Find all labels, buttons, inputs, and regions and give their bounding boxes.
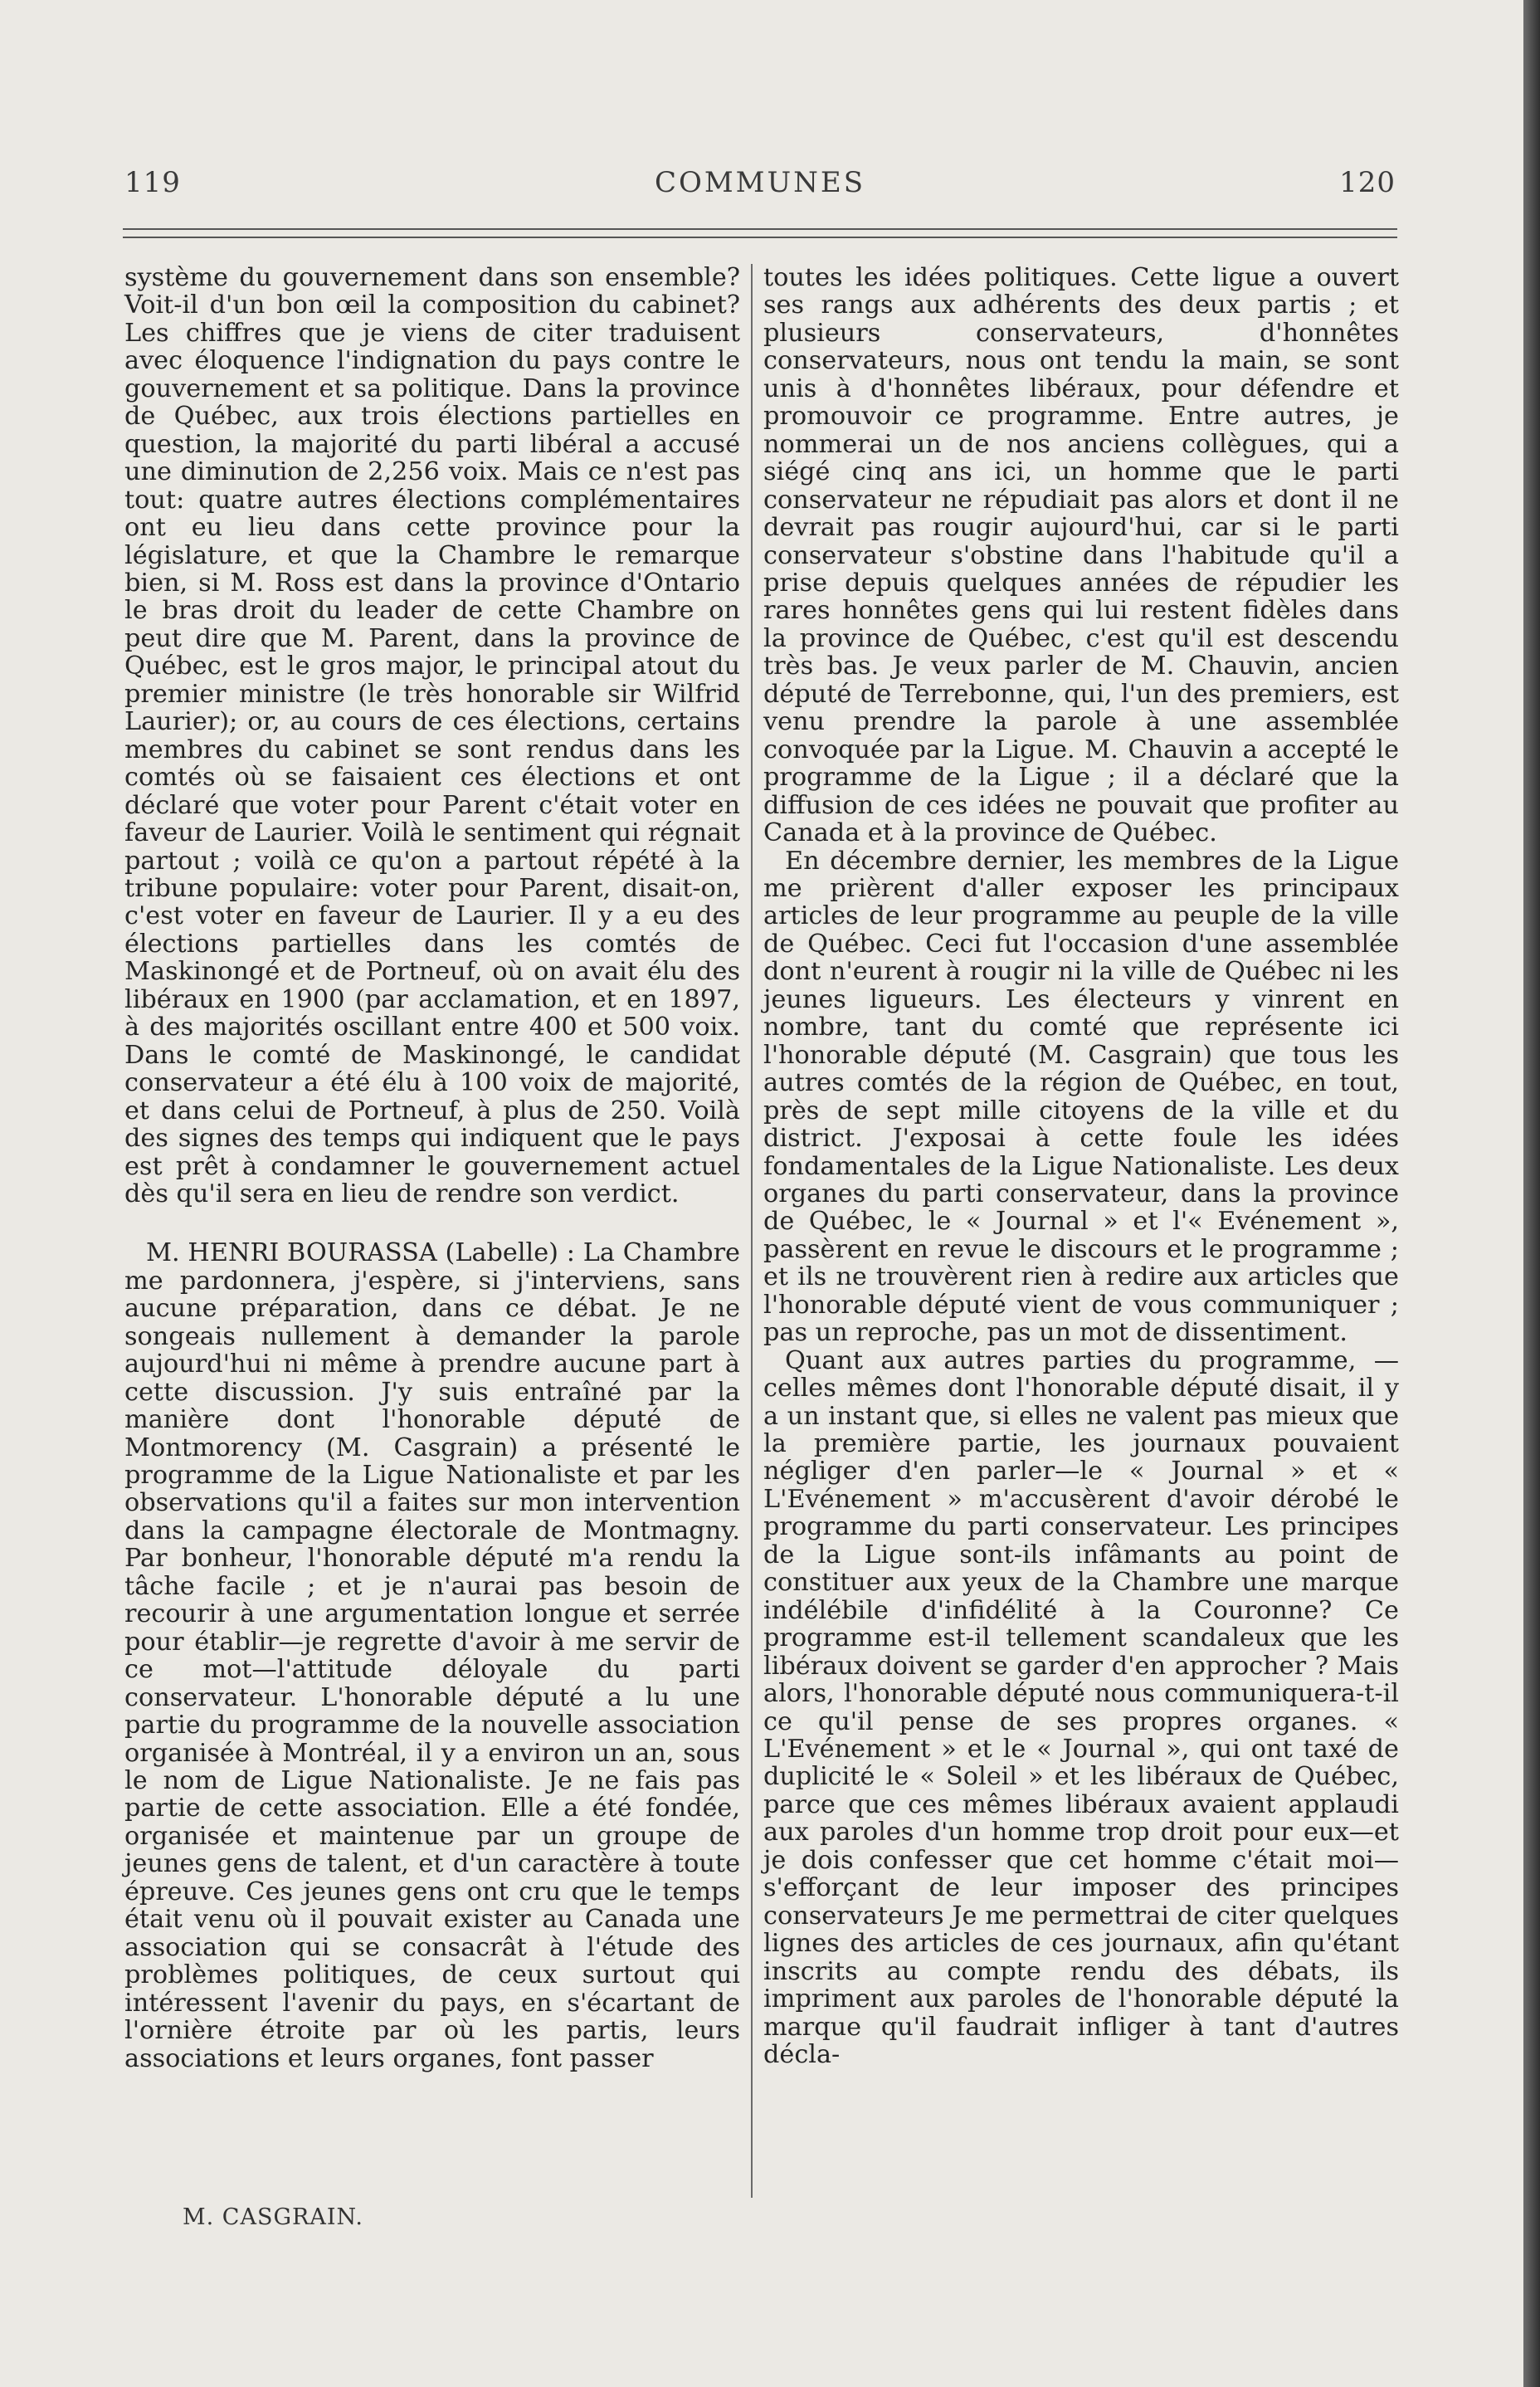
column-divider: [751, 264, 753, 2198]
scan-edge: [1523, 0, 1540, 2387]
footer-speaker: M. CASGRAIN.: [183, 2204, 364, 2230]
header-rule-bottom: [123, 237, 1397, 238]
page-header: [124, 166, 1396, 207]
right-paragraph-1: toutes les idées politiques. Cette ligue a ouvert ses rangs aux adhérents des deux partis ; et plusieurs conservateurs, d'honnêtes conservateurs, nous ont tendu la main, se sont unis à d'honnêtes libéraux, pour défendre et promouvoir ce programme. Entre autres, je nommerai un de nos anciens collègues, qui a siégé cinq ans ici, un homme que le parti conservateur ne répudiait pas alors et dont il ne devrait pas rougir aujourd'hui, car si le parti conservateur s'obstine dans l'habitude qu'il a prise depuis quelques années de répudier les rares honnêtes gens qui lui restent fidèles dans la province de Québec, c'est qu'il est descendu très bas. Je veux parler de M. Chauvin, ancien député de Terrebonne, qui, l'un des premiers, est venu prendre la parole à une assemblée convoquée par la Ligue. M. Chauvin a accepté le programme de la Ligue ; il a déclaré que la diffusion de ces idées ne pouvait que profiter au Canada et à la province de Québec.: [763, 263, 1399, 848]
left-column: [124, 264, 740, 2072]
running-title: COMMUNES: [654, 166, 866, 199]
header-rule-top: [123, 228, 1397, 230]
page-number-right: 120: [1339, 166, 1396, 199]
left-paragraph-2: M. HENRI BOURASSA (Labelle) : La Chambre me pardonnera, j'espère, si j'interviens, sans aucune préparation, dans ce débat. Je ne songeais nullement à demander la parole aujourd'hui ni même à prendre aucune part à cette discussion. J'y suis entraîné par la manière dont l'honorable député de Montmorency (M. Casgrain) a présenté le programme de la Ligue Nationaliste et par les observations qu'il a faites sur mon intervention dans la campagne électorale de Montmagny. Par bonheur, l'honorable député m'a rendu la tâche facile ; et je n'aurai pas besoin de recourir à une argumentation longue et serrée pour établir—je regrette d'avoir à me servir de ce mot—l'attitude déloyale du parti conservateur. L'honorable député a lu une partie du programme de la nouvelle association organisée à Montréal, il y a environ un an, sous le nom de Ligue Nationaliste. Je ne fais pas partie de cette association. Elle a été fondée, organisée et maintenue par un groupe de jeunes gens de talent, et d'un caractère à toute épreuve. Ces jeunes gens ont cru que le temps était venu où il pouvait exister au Canada une association qui se consacrât à l'étude des problèmes politiques, de ceux surtout qui intéressent l'avenir du pays, en s'écartant de l'ornière étroite par où les partis, leurs associations et leurs organes, font passer: [124, 1238, 740, 2073]
right-paragraph-2: En décembre dernier, les membres de la Ligue me prièrent d'aller exposer les principaux articles de leur programme au peuple de la ville de Québec. Ceci fut l'occasion d'une assemblée dont n'eurent à rougir ni la ville de Québec ni les jeunes ligueurs. Les électeurs y vinrent en nombre, tant du comté que représente ici l'honorable député (M. Casgrain) que tous les autres comtés de la région de Québec, en tout, près de sept mille citoyens de la ville et du district. J'exposai à cette foule les idées fondamentales de la Ligue Nationaliste. Les deux organes du parti conservateur, dans la province de Québec, le « Journal » et l'« Evénement », passèrent en revue le discours et le programme ; et ils ne trouvèrent rien à redire aux articles que l'honorable député vient de vous communiquer ; pas un reproche, pas un mot de dissentiment.: [763, 846, 1399, 1348]
page-number-left: 119: [124, 166, 181, 199]
right-paragraph-3: Quant aux autres parties du programme, —celles mêmes dont l'honorable député disait, il y a un instant que, si elles ne valent pas mieux que la première partie, les journaux pouvaient négliger d'en parler—le « Journal » et « L'Evénement » m'accusèrent d'avoir dérobé le programme du parti conservateur. Les principes de la Ligue sont-ils infâmants au point de constituer aux yeux de la Chambre une marque indélébile d'infidélité à la Couronne? Ce programme est-il tellement scandaleux que les libéraux doivent se garder d'en approcher ? Mais alors, l'honorable député nous communiquera-t-il ce qu'il pense de ses propres organes. « L'Evénement » et le « Journal », qui ont taxé de duplicité le « Soleil » et les libéraux de Québec, parce que ces mêmes libéraux avaient applaudi aux paroles d'un homme trop droit pour eux—et je dois confesser que cet homme c'était moi—s'efforçant de leur imposer des principes conservateurs Je me permettrai de citer quelques lignes des articles de ces journaux, afin qu'étant inscrits au compte rendu des débats, ils impriment aux paroles de l'honorable député la marque qu'il faudrait infliger à tant d'autres décla-: [763, 1345, 1399, 2069]
left-paragraph-1: système du gouvernement dans son ensemble? Voit-il d'un bon œil la composition du cabinet? Les chiffres que je viens de citer traduisent avec éloquence l'indignation du pays contre le gouvernement et sa politique. Dans la province de Québec, aux trois élections partielles en question, la majorité du parti libéral a accusé une diminution de 2,256 voix. Mais ce n'est pas tout: quatre autres élections complémentaires ont eu lieu dans cette province pour la législature, et que la Chambre le remarque bien, si M. Ross est dans la province d'Ontario le bras droit du leader de cette Chambre on peut dire que M. Parent, dans la province de Québec, est le gros major, le principal atout du premier ministre (le très honorable sir Wilfrid Laurier); or, au cours de ces élections, certains membres du cabinet se sont rendus dans les comtés où se faisaient ces élections et ont déclaré que voter pour Parent c'était voter en faveur de Laurier. Voilà le sentiment qui régnait partout ; voilà ce qu'on a partout répété à la tribune populaire: voter pour Parent, disait-on, c'est voter en faveur de Laurier. Il y a eu des élections partielles dans les comtés de Maskinongé et de Portneuf, où on avait élu des libéraux en 1900 (par acclamation, et en 1897, à des majorités oscillant entre 400 et 500 voix. Dans le comté de Maskinongé, le candidat conservateur a été élu à 100 voix de majorité, et dans celui de Portneuf, à plus de 250. Voilà des signes des temps qui indiquent que le pays est prêt à condamner le gouvernement actuel dès qu'il sera en lieu de rendre son verdict.: [124, 263, 740, 1208]
right-column: [763, 264, 1399, 2068]
